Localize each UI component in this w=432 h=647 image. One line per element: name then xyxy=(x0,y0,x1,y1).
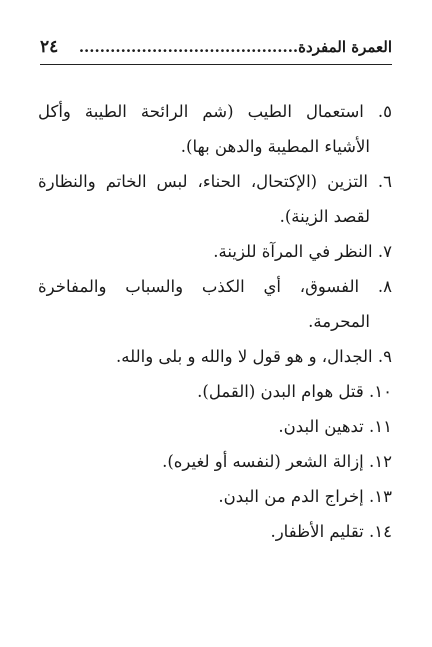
running-title xyxy=(79,38,392,56)
leader-dots: .......................................... xyxy=(78,38,299,56)
list-item xyxy=(38,269,392,339)
list-item-text: ٦. التزين (الإكتحال، الحناء، لبس الخاتم والنظارة xyxy=(38,172,392,191)
list-item-text: ١١. تدهين البدن. xyxy=(278,417,392,436)
list-item xyxy=(38,409,392,444)
list-item xyxy=(38,444,392,479)
list-item-text: ١٠. قتل هوام البدن (القمل). xyxy=(197,382,392,401)
list-item xyxy=(38,374,392,409)
list-item xyxy=(38,94,392,164)
list-item xyxy=(38,339,392,374)
running-title-text: العمرة المفردة xyxy=(298,38,392,56)
list-item xyxy=(38,479,392,514)
list-item-continuation: الأشياء المطيبة والدهن بها). xyxy=(180,137,370,156)
list-item-text: ٩. الجدال، و هو قول لا والله و بلى والله. xyxy=(116,347,392,366)
list-item-continuation: لقصد الزينة). xyxy=(279,207,370,226)
page-number: ٢٤ xyxy=(40,37,59,57)
list-item-text: ٧. النظر في المرآة للزينة. xyxy=(213,242,392,261)
list-item xyxy=(38,514,392,549)
list-item-continuation: المحرمة. xyxy=(308,312,370,331)
prohibitions-list xyxy=(38,94,392,549)
list-item xyxy=(38,164,392,234)
list-item-text: ١٣. إخراج الدم من البدن. xyxy=(218,487,392,506)
list-item-text: ٨. الفسوق، أي الكذب والسباب والمفاخرة xyxy=(38,277,392,296)
list-item-text: ١٢. إزالة الشعر (لنفسه أو لغيره). xyxy=(162,452,392,471)
list-item-text: ٥. استعمال الطيب (شم الرائحة الطيبة وأكل xyxy=(38,102,392,121)
list-item-text: ١٤. تقليم الأظفار. xyxy=(270,522,392,541)
header-divider xyxy=(40,64,392,65)
running-header xyxy=(40,36,392,58)
list-item xyxy=(38,234,392,269)
